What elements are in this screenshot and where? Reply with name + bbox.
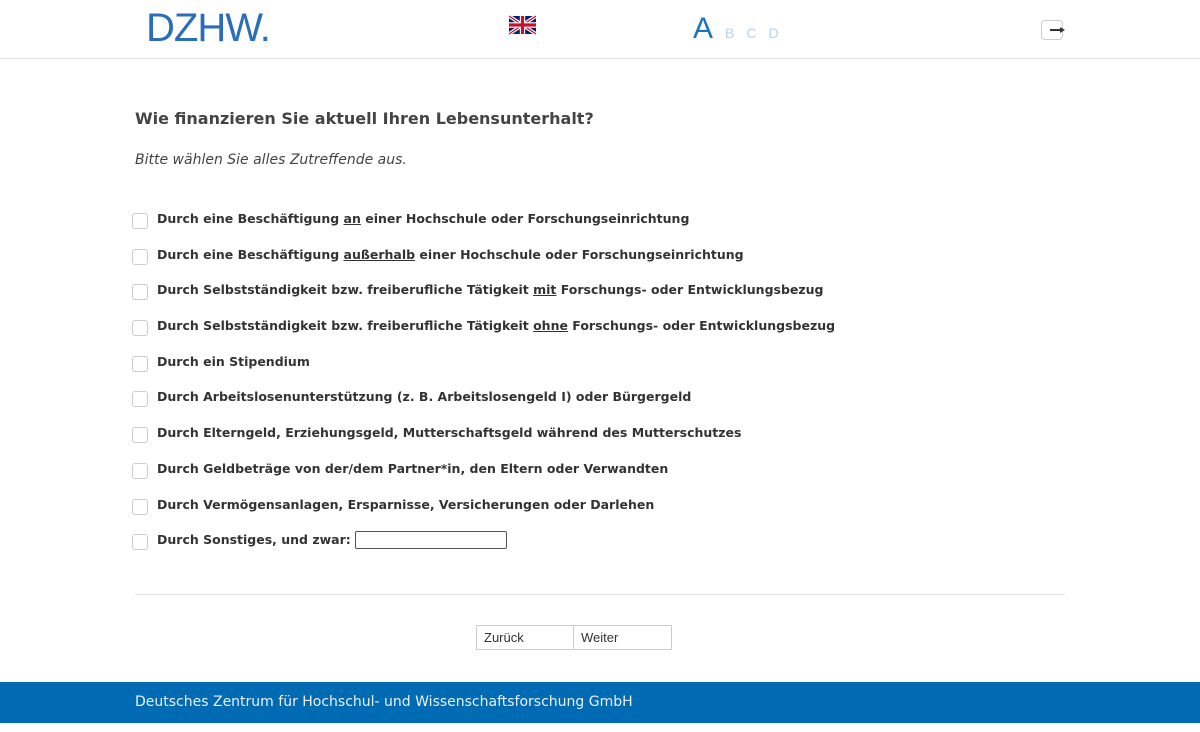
checkbox[interactable] <box>132 534 148 550</box>
other-text-input[interactable] <box>355 531 507 549</box>
checkbox[interactable] <box>132 499 148 515</box>
font-size-b[interactable]: B <box>725 25 735 41</box>
label-text: Durch Selbstständigkeit bzw. freiberufliche Tätigkeit <box>157 282 534 298</box>
checkbox[interactable] <box>132 356 148 372</box>
option-item[interactable] <box>132 354 835 390</box>
header <box>0 0 1200 59</box>
label-text: Forschungs- oder Entwicklungsbezug <box>567 318 836 334</box>
label-emphasis: mit <box>533 282 557 298</box>
label-emphasis: außerhalb <box>343 246 416 262</box>
label-text: Durch eine Beschäftigung <box>157 211 344 226</box>
logout-icon[interactable] <box>1041 20 1063 40</box>
checkbox[interactable] <box>132 320 148 336</box>
checkbox[interactable] <box>132 213 148 229</box>
option-item[interactable] <box>132 461 835 497</box>
option-label <box>157 497 654 512</box>
label-text: einer Hochschule oder Forschungseinrichtung <box>360 211 690 226</box>
option-label <box>157 354 310 369</box>
option-label <box>157 389 691 404</box>
option-item[interactable] <box>132 389 835 425</box>
font-size-c[interactable]: C <box>746 25 757 41</box>
uk-flag-icon[interactable] <box>509 15 536 35</box>
option-item[interactable] <box>132 282 835 318</box>
checkbox[interactable] <box>132 463 148 479</box>
label-text: Durch Arbeitslosenunterstützung (z. B. Arbeitslosengeld I) oder Bürgergeld <box>157 389 692 405</box>
font-size-a[interactable]: A <box>693 12 714 45</box>
option-label <box>157 211 689 226</box>
footer: Deutsches Zentrum für Hochschul- und Wissenschaftsforschung GmbH <box>0 682 1200 723</box>
font-size-selector <box>693 12 779 46</box>
label-text: Durch Selbstständigkeit bzw. freiberufliche Tätigkeit <box>157 318 534 334</box>
question-title: Wie finanzieren Sie aktuell Ihren Lebensunterhalt? <box>135 109 594 128</box>
label-text: Durch Vermögensanlagen, Ersparnisse, Versicherungen oder Darlehen <box>157 496 655 512</box>
option-item[interactable] <box>132 318 835 354</box>
option-label <box>157 461 668 476</box>
options-list <box>132 211 835 568</box>
option-item[interactable] <box>132 247 835 283</box>
dzhw-logo[interactable]: DZHW. <box>146 6 270 50</box>
label-emphasis: an <box>343 211 361 226</box>
back-button[interactable]: Zurück <box>476 625 574 650</box>
option-label <box>157 318 835 333</box>
label-text: Durch ein Stipendium <box>157 353 310 369</box>
checkbox[interactable] <box>132 284 148 300</box>
label-text: Forschungs- oder Entwicklungsbezug <box>556 282 824 298</box>
checkbox[interactable] <box>132 391 148 407</box>
next-button[interactable]: Weiter <box>574 625 672 650</box>
option-label <box>157 282 824 297</box>
navigation <box>476 625 672 650</box>
option-label <box>157 532 351 547</box>
option-label <box>157 247 744 262</box>
option-item[interactable] <box>132 532 835 568</box>
option-item[interactable] <box>132 497 835 533</box>
option-item[interactable] <box>132 425 835 461</box>
label-text: Durch Sonstiges, und zwar: <box>157 532 351 548</box>
label-text: Durch eine Beschäftigung <box>157 246 344 262</box>
label-text: Durch Geldbeträge von der/dem Partner*in, den Eltern oder Verwandten <box>157 460 669 476</box>
label-text: Durch Elterngeld, Erziehungsgeld, Mutterschaftsgeld während des Mutterschutzes <box>157 425 742 441</box>
checkbox[interactable] <box>132 249 148 265</box>
question-hint: Bitte wählen Sie alles Zutreffende aus. <box>135 152 407 168</box>
label-text: einer Hochschule oder Forschungseinrichtung <box>415 246 744 262</box>
option-item[interactable] <box>132 211 835 247</box>
option-label <box>157 425 741 440</box>
divider <box>135 594 1065 595</box>
label-emphasis: ohne <box>533 318 568 334</box>
font-size-d[interactable]: D <box>768 25 779 41</box>
checkbox[interactable] <box>132 427 148 443</box>
